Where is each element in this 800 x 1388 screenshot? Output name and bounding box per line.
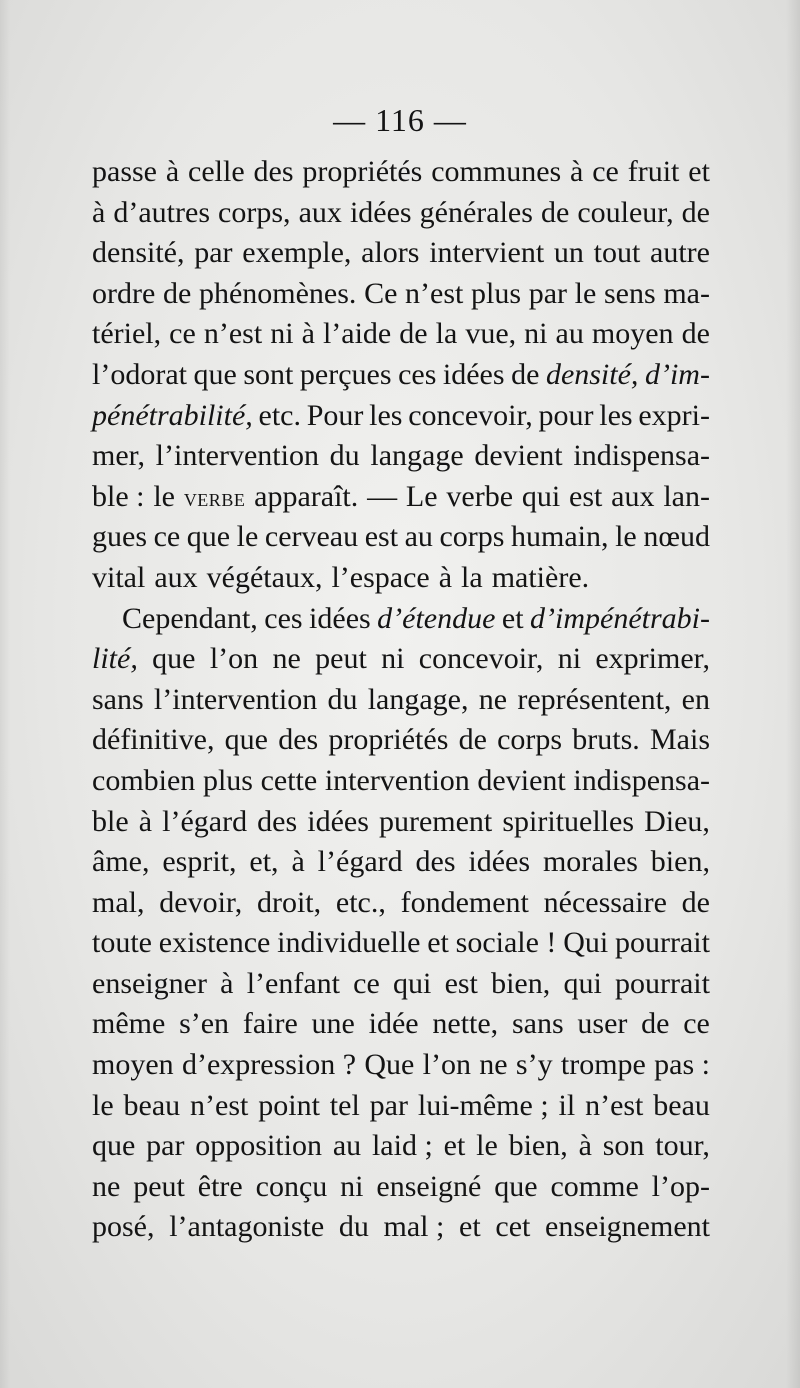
word: mer, [92, 439, 145, 473]
word: Cependant, [122, 601, 258, 635]
word: indispensa- [573, 763, 710, 797]
word: et [427, 926, 449, 960]
word: des [278, 723, 319, 757]
word: ces [398, 357, 437, 391]
word: à [220, 966, 234, 1000]
word: lan- [663, 479, 710, 513]
word: pas : [654, 1048, 710, 1082]
word: enseigné [376, 1169, 482, 1203]
word: au [404, 520, 433, 554]
word: vue, [465, 317, 517, 351]
word: de [162, 276, 192, 310]
text-line [92, 152, 710, 193]
text-line [92, 233, 710, 274]
word: bruts. [572, 723, 640, 757]
word: ne [272, 642, 301, 676]
text-line [92, 477, 710, 518]
word: exprimer, [595, 642, 710, 676]
word: combien [92, 763, 196, 797]
word: existence [158, 926, 271, 960]
word: ne [479, 1048, 508, 1082]
word: sont [243, 357, 294, 391]
word: n’est [405, 276, 464, 310]
word: de [681, 885, 710, 919]
page-edge-shadow-left [0, 0, 10, 1388]
word: densité, [92, 236, 185, 270]
word: l’espace [331, 560, 430, 594]
word: définitive, [92, 723, 215, 757]
word: plus [471, 276, 522, 310]
word: point [258, 1088, 320, 1122]
word: ble : [92, 479, 145, 513]
word: pourrait [615, 966, 710, 1000]
word: idées [307, 804, 369, 838]
word: purement [378, 804, 493, 838]
word: moyen [591, 317, 674, 351]
word: est [364, 520, 399, 554]
word: une [311, 1007, 355, 1041]
word: matière. [491, 560, 590, 594]
word: l’aide [322, 317, 392, 351]
word: ma- [663, 276, 710, 310]
word: pour [538, 398, 594, 432]
text-line [92, 964, 710, 1005]
text-line [92, 599, 710, 640]
word: par [369, 1088, 408, 1122]
word: apparaît. [254, 479, 359, 513]
word: et [688, 155, 710, 188]
word: le [574, 276, 597, 310]
page-number: — 116 — [333, 102, 467, 138]
word: à [570, 155, 584, 188]
word: verbe [446, 479, 514, 513]
word: ce [153, 520, 181, 554]
word: trompe [560, 1048, 646, 1082]
word: lui-même ; [417, 1088, 549, 1122]
word: par [194, 236, 233, 270]
word: n’est [190, 1088, 249, 1122]
word: que [224, 723, 268, 757]
text-line [92, 1167, 710, 1208]
text-line [92, 639, 710, 680]
word: du [329, 439, 360, 473]
word: expri- [638, 398, 710, 432]
word: fondement [400, 885, 529, 919]
word: cet [495, 1210, 531, 1244]
word: propriétés [302, 155, 423, 188]
word: de [681, 195, 710, 229]
word: mal ; [383, 1210, 445, 1244]
word: d’étendue [377, 601, 496, 635]
word: — [367, 479, 398, 513]
word: l’enfant [246, 966, 340, 1000]
word: vital [92, 560, 146, 594]
word: Pour [306, 398, 364, 432]
word: les [599, 398, 633, 432]
word: autre [650, 236, 710, 270]
word: mal, [92, 885, 145, 919]
word: celle [188, 155, 245, 188]
word: intervient [429, 236, 545, 270]
word: exemple, [242, 236, 352, 270]
word: bien, [650, 845, 710, 879]
word: perçues [299, 357, 392, 391]
word: aux [298, 195, 342, 229]
word: tel [329, 1088, 360, 1122]
word: s’y [515, 1048, 553, 1082]
word: idée [368, 1007, 419, 1041]
word: cerveau [264, 520, 359, 554]
word: n’est [203, 317, 263, 351]
word: tériel, [92, 317, 162, 351]
word: gues [92, 520, 147, 554]
text-line [92, 1004, 710, 1045]
word: toute [92, 926, 152, 960]
word: le [92, 1088, 114, 1122]
word: Que [364, 1048, 415, 1082]
word: conçu [255, 1169, 328, 1203]
text-line [92, 1207, 710, 1248]
word: devient [477, 763, 566, 797]
word: l’op- [651, 1169, 710, 1203]
word: densité, [545, 357, 639, 391]
word: et, [249, 845, 279, 879]
word: le [153, 479, 175, 513]
word: ordre [92, 276, 156, 310]
word: l’intervention [155, 439, 319, 473]
word: être [197, 1169, 243, 1203]
text-line [92, 720, 710, 761]
text-line [92, 436, 710, 477]
word: ce [353, 966, 380, 1000]
word: aux [154, 560, 198, 594]
word: comme [550, 1169, 639, 1203]
word: les [369, 398, 403, 432]
word: peut [133, 1169, 185, 1203]
body-text [92, 152, 710, 1248]
word: et [501, 601, 524, 635]
word: l’égard [317, 845, 403, 879]
word: etc. [258, 398, 301, 432]
word: que [193, 357, 237, 391]
word: peut [315, 642, 367, 676]
word: posé, [92, 1210, 155, 1244]
word: est [444, 966, 478, 1000]
word: de [399, 317, 428, 351]
text-line [92, 761, 710, 802]
word: esprit, [162, 845, 237, 879]
word: plus [202, 763, 253, 797]
word: concevoir, [408, 398, 533, 432]
word: de [511, 357, 540, 391]
word: aux [611, 479, 655, 513]
word: un [553, 236, 584, 270]
word: pénétrabilité, [92, 398, 253, 432]
word: du [338, 1210, 369, 1244]
word: s’en [179, 1007, 230, 1041]
word: alors [361, 236, 420, 270]
word: l’odorat [92, 357, 187, 391]
word: nette, [432, 1007, 499, 1041]
word: de [458, 723, 487, 757]
text-line [92, 517, 710, 558]
word: bien, [508, 1129, 568, 1163]
word: corps, [218, 195, 291, 229]
word: à [165, 155, 180, 188]
word: l’égard [162, 804, 248, 838]
word: végétaux, [206, 560, 323, 594]
word: ni [381, 642, 405, 676]
word: langage, [367, 682, 469, 716]
word: âme, [92, 845, 150, 879]
word: il [558, 1088, 576, 1122]
word: Mais [650, 723, 710, 757]
word: l’antagoniste [169, 1210, 325, 1244]
text-line [92, 842, 710, 883]
word: sans [92, 682, 144, 716]
word: de [540, 195, 570, 229]
word: ni [524, 317, 548, 351]
word: idées [442, 357, 505, 391]
word: d’expression ? [181, 1048, 357, 1082]
word: couleur, [577, 195, 674, 229]
word: ni [557, 642, 582, 676]
word: qui [393, 966, 432, 1000]
word: opposition [195, 1129, 322, 1163]
word: le [615, 520, 637, 554]
word: à [438, 560, 453, 594]
word: représentent, [517, 682, 672, 716]
word: au [555, 317, 584, 351]
word: même [92, 1007, 166, 1041]
word: passe [92, 155, 157, 188]
word: qui [563, 966, 602, 1000]
text-line [92, 802, 710, 843]
word: que [494, 1169, 538, 1203]
word: par [528, 276, 568, 310]
page-edge-shadow-right [786, 0, 800, 1388]
word: et [443, 1129, 466, 1163]
word: ce [683, 1007, 710, 1041]
word: que [92, 1129, 136, 1163]
word: intervention [324, 763, 470, 797]
word: devient [474, 439, 563, 473]
word: des [253, 155, 294, 188]
word: des [415, 845, 456, 879]
word: verbe [183, 482, 246, 512]
word: lité, [92, 642, 138, 676]
word: bien, [491, 966, 551, 1000]
word: langage [370, 439, 464, 473]
word: individuelle [277, 926, 421, 960]
word: son [602, 1129, 645, 1163]
word: ne [478, 682, 508, 716]
word: et [459, 1210, 481, 1244]
word: cette [260, 763, 318, 797]
word: devoir, [159, 885, 243, 919]
word: morales [542, 845, 638, 879]
word: idées [349, 195, 412, 229]
text-line [92, 355, 710, 396]
word: nœud [643, 520, 710, 554]
word: nécessaire [543, 885, 667, 919]
word: tour, [655, 1129, 710, 1163]
word: d’impénétrabi- [530, 601, 710, 635]
text-line [92, 1086, 710, 1127]
text-line [92, 923, 710, 964]
word: sans [511, 1007, 564, 1041]
word: ni [340, 1169, 364, 1203]
text-line [92, 274, 710, 315]
text-line [92, 193, 710, 234]
word: Qui [563, 926, 609, 960]
word: Le [405, 479, 438, 513]
word: laid ; [371, 1129, 433, 1163]
word: de [641, 1007, 670, 1041]
word: propriétés [328, 723, 449, 757]
word: sens [603, 276, 656, 310]
text-line [92, 1126, 710, 1167]
word: à [138, 804, 153, 838]
text-line [92, 314, 710, 355]
word: au [332, 1129, 362, 1163]
word: le [476, 1129, 498, 1163]
word: d’autres [113, 195, 210, 229]
word: faire [242, 1007, 298, 1041]
word: tout [593, 236, 641, 270]
word: enseignement [545, 1210, 710, 1244]
text-line [92, 680, 710, 721]
text-line [92, 558, 710, 599]
word: beau [123, 1088, 181, 1122]
word: indispensa- [573, 439, 710, 473]
word: ce [592, 155, 619, 188]
text-line [92, 883, 710, 924]
word: n’est [585, 1088, 644, 1122]
word: en [681, 682, 710, 716]
word: communes [431, 155, 562, 188]
word: ces [264, 601, 303, 635]
word: de [681, 317, 710, 351]
word: enseigner [92, 966, 207, 1000]
word: l’on [209, 642, 259, 676]
word: droit, [256, 885, 322, 919]
word: à [291, 845, 305, 879]
word: à [301, 317, 315, 351]
word: Dieu, [644, 804, 710, 838]
word: qui [521, 479, 561, 513]
word: à [92, 195, 106, 229]
word: humain, [511, 520, 609, 554]
text-line [92, 396, 710, 437]
word: fruit [627, 155, 680, 188]
word: l’on [422, 1048, 471, 1082]
word: user [577, 1007, 628, 1041]
word: idées [309, 601, 371, 635]
word: la [435, 317, 458, 351]
word: ce [169, 317, 196, 351]
word: etc., [335, 885, 386, 919]
word: spirituelles [502, 804, 634, 838]
word: corps [497, 723, 563, 757]
word: le [236, 520, 259, 554]
word: pourrait [614, 926, 710, 960]
word: ni [270, 317, 294, 351]
word: par [146, 1129, 185, 1163]
word: est [569, 479, 603, 513]
word: concevoir, [418, 642, 544, 676]
word: du [327, 682, 358, 716]
word: des [257, 804, 298, 838]
word: idées [468, 845, 531, 879]
word: beau [653, 1088, 710, 1122]
word: générales [419, 195, 533, 229]
word: Ce [364, 276, 398, 310]
word: sociale ! [455, 926, 557, 960]
word: la [461, 560, 483, 594]
word: moyen [92, 1048, 174, 1082]
word: ne [92, 1169, 121, 1203]
word: l’intervention [153, 682, 318, 716]
word: ble [92, 804, 129, 838]
word: d’im- [644, 357, 710, 391]
word: que [152, 642, 196, 676]
word: que [186, 520, 231, 554]
word: à [578, 1129, 592, 1163]
word: corps [439, 520, 505, 554]
word: phénomènes. [198, 276, 357, 310]
text-line [92, 1045, 710, 1086]
